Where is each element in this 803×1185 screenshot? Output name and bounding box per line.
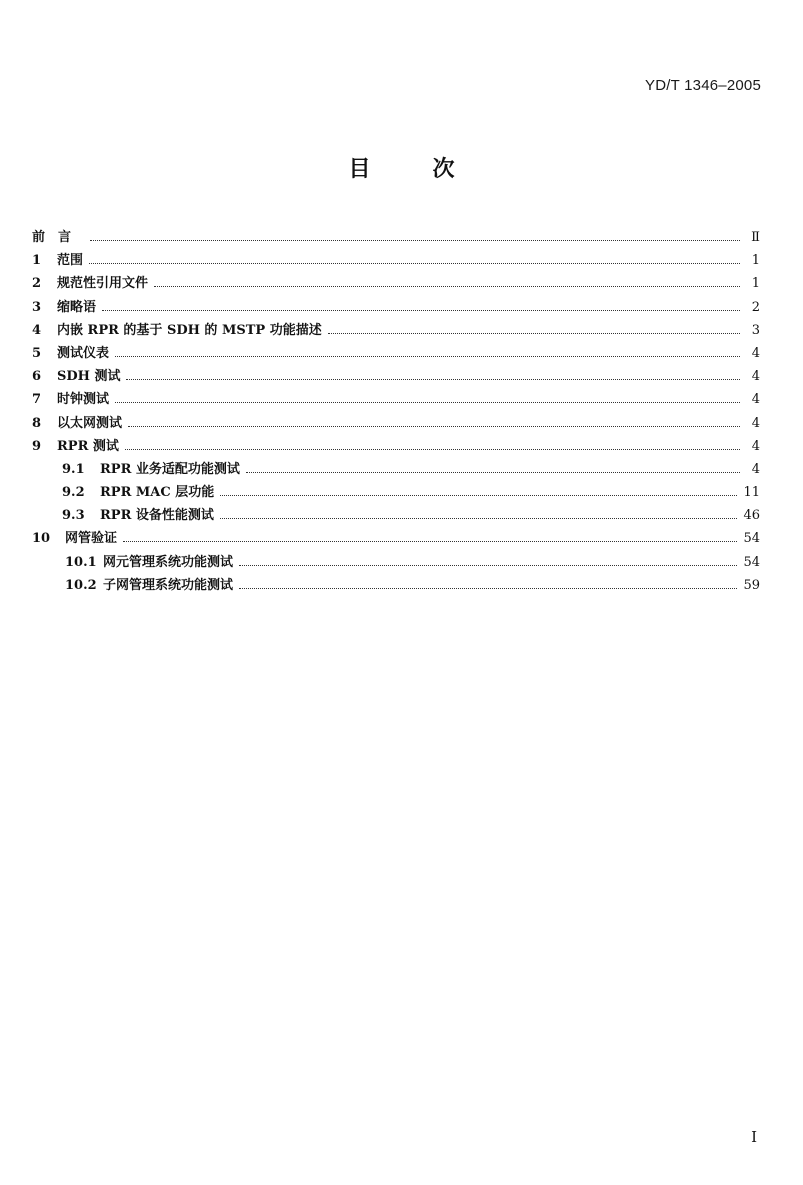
dot-leader (220, 495, 737, 496)
toc-entry-label: 缩略语 (57, 299, 97, 315)
toc-entry-number: 9.3 (62, 508, 85, 524)
toc-entry-number: 6 (32, 369, 42, 385)
toc-entry-page: 4 (751, 461, 760, 477)
dot-leader (89, 263, 740, 264)
toc-entry-page: Ⅱ (751, 230, 760, 245)
toc-entry-page: 59 (743, 577, 760, 593)
toc-entry-number: 5 (32, 345, 42, 361)
table-of-contents (32, 226, 760, 597)
toc-entry-8[interactable] (32, 412, 760, 435)
toc-entry-label: 范围 (57, 253, 84, 269)
toc-entry-6[interactable] (32, 365, 760, 388)
dot-leader (239, 565, 737, 566)
toc-entry-number: 10 (32, 531, 51, 547)
toc-entry-number: 7 (32, 392, 42, 408)
toc-entry-label: 规范性引用文件 (57, 276, 149, 292)
toc-entry-page: 4 (751, 415, 760, 431)
dot-leader (115, 402, 740, 403)
toc-entry-label: 测试仪表 (57, 345, 110, 361)
toc-entry-label: RPR 测试 (57, 438, 119, 454)
toc-entry-label: RPR 业务适配功能测试 (100, 461, 240, 477)
toc-entry-page: 54 (743, 554, 760, 570)
toc-entry-number: 8 (32, 415, 42, 431)
toc-entry-4[interactable] (32, 319, 760, 342)
document-code: YD/T 1346–2005 (645, 77, 761, 94)
dot-leader (126, 379, 740, 380)
toc-entry-label: RPR MAC 层功能 (100, 485, 215, 501)
toc-entry-page: 54 (743, 531, 760, 547)
toc-entry-page: 1 (751, 276, 760, 292)
dot-leader (220, 518, 738, 519)
title-char-2: 次 (432, 157, 455, 182)
toc-entry-7[interactable] (32, 388, 760, 411)
toc-entry-page: 46 (743, 508, 760, 524)
toc-entry-page: 2 (751, 299, 760, 315)
toc-entry-9[interactable] (32, 435, 760, 458)
toc-entry-number: 4 (32, 322, 42, 338)
toc-entry-number: 10.1 (65, 554, 97, 570)
dot-leader (239, 588, 737, 589)
toc-entry-page: 4 (751, 345, 760, 361)
toc-entry-label: SDH 测试 (57, 369, 121, 385)
toc-entry-1[interactable] (32, 249, 760, 272)
toc-entry-page: 11 (743, 485, 760, 501)
toc-entry-page: 4 (751, 369, 760, 385)
toc-entry-number: 9.2 (62, 485, 85, 501)
title-char-1: 目 (348, 157, 371, 182)
toc-entry-foreword[interactable] (32, 226, 760, 249)
dot-leader (125, 449, 740, 450)
toc-entry-number: 9.1 (62, 461, 85, 477)
toc-entry-number: 2 (32, 276, 42, 292)
toc-entry-number: 1 (32, 253, 42, 269)
toc-entry-number: 3 (32, 299, 42, 315)
toc-entry-label: 网元管理系统功能测试 (103, 554, 234, 570)
dot-leader (128, 426, 740, 427)
page-number: I (751, 1128, 757, 1146)
dot-leader (154, 286, 740, 287)
toc-entry-10[interactable] (32, 527, 760, 550)
toc-entry-9-1[interactable] (32, 458, 760, 481)
toc-entry-number: 9 (32, 438, 42, 454)
toc-entry-5[interactable] (32, 342, 760, 365)
toc-entry-number: 10.2 (65, 577, 97, 593)
toc-entry-label: 网管验证 (65, 531, 118, 547)
dot-leader (90, 240, 740, 241)
toc-entry-page: 4 (751, 392, 760, 408)
dot-leader (328, 333, 740, 334)
dot-leader (246, 472, 740, 473)
toc-entry-9-3[interactable] (32, 504, 760, 527)
dot-leader (123, 541, 737, 542)
toc-entry-page: 3 (751, 322, 760, 338)
toc-entry-page: 1 (751, 253, 760, 269)
page-title (0, 152, 803, 183)
toc-entry-label: 内嵌 RPR 的基于 SDH 的 MSTP 功能描述 (57, 322, 322, 338)
toc-entry-10-2[interactable] (32, 574, 760, 597)
dot-leader (102, 310, 740, 311)
toc-entry-label: RPR 设备性能测试 (100, 508, 214, 524)
toc-entry-2[interactable] (32, 272, 760, 295)
toc-entry-label: 前言 (32, 230, 85, 245)
toc-entry-9-2[interactable] (32, 481, 760, 504)
dot-leader (115, 356, 740, 357)
toc-entry-label: 以太网测试 (57, 415, 123, 431)
toc-entry-10-1[interactable] (32, 551, 760, 574)
toc-entry-3[interactable] (32, 296, 760, 319)
toc-entry-label: 时钟测试 (57, 392, 110, 408)
toc-entry-page: 4 (751, 438, 760, 454)
toc-entry-label: 子网管理系统功能测试 (103, 577, 234, 593)
